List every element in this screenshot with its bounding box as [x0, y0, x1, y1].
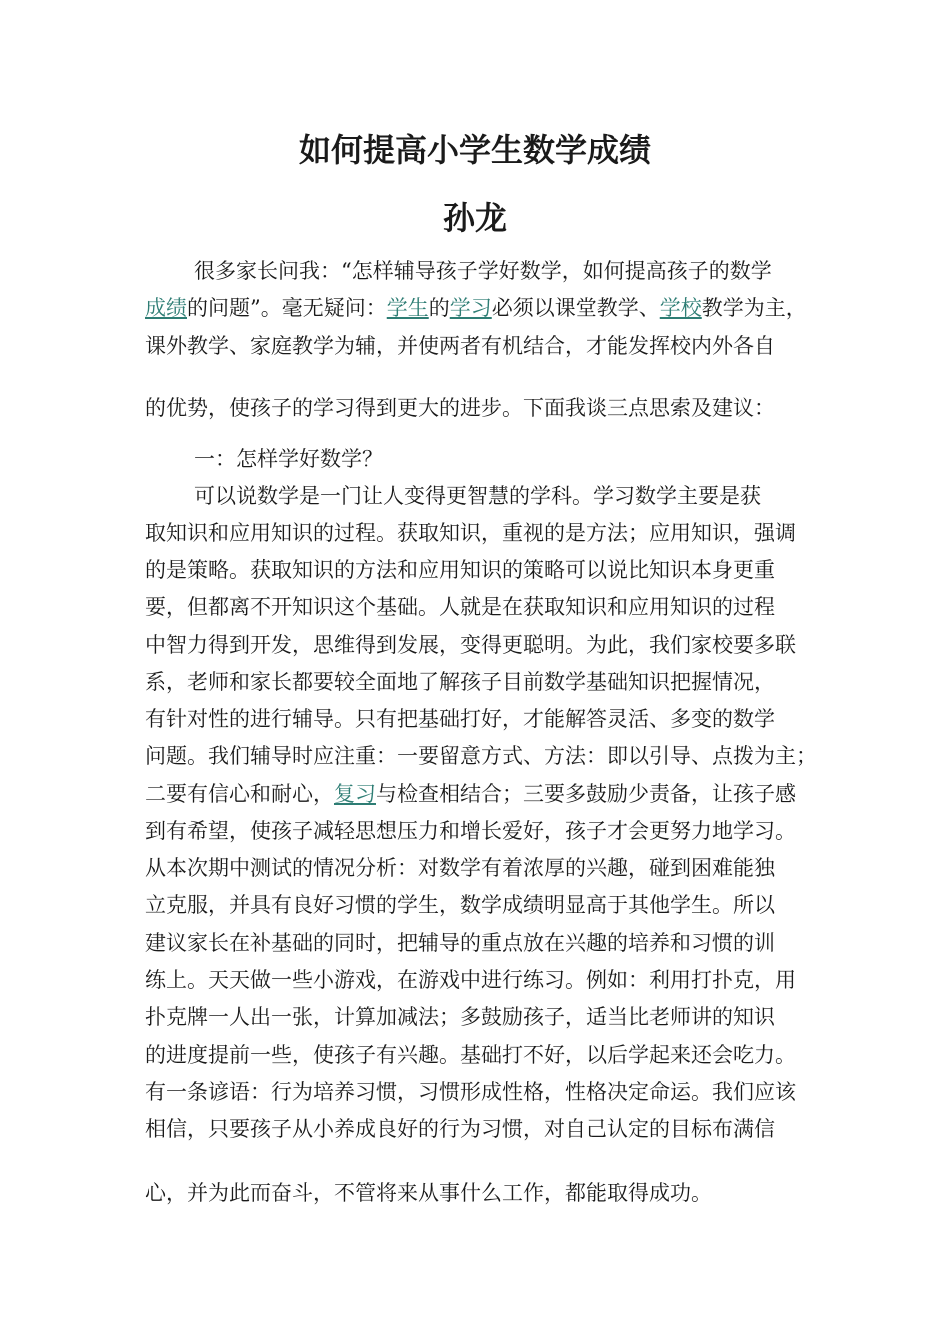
section-heading-1: 一：怎样学好数学？ [194, 447, 383, 471]
link-chengji[interactable]: 成绩 [145, 296, 187, 320]
paragraph-2-line-2: 取知识和应用知识的过程。获取知识，重视的是方法；应用知识，强调 [145, 521, 796, 545]
paragraph-2-line-15: 扑克牌一人出一张，计算加减法；多鼓励孩子，适当比老师讲的知识 [145, 1005, 775, 1029]
paragraph-2-line-12: 立克服，并具有良好习惯的学生，数学成绩明显高于其他学生。所以 [145, 893, 775, 917]
paragraph-2-line-1: 可以说数学是一门让人变得更智慧的学科。学习数学主要是获 [194, 484, 761, 508]
link-fuxi[interactable]: 复习 [334, 782, 376, 806]
paragraph-2-line-9 [145, 779, 796, 809]
link-xuexiao[interactable]: 学校 [659, 296, 702, 320]
paragraph-2-line-5: 中智力得到开发，思维得到发展，变得更聪明。为此，我们家校要多联 [145, 633, 796, 657]
paragraph-2-line-8: 问题。我们辅导时应注重：一要留意方式、方法：即以引导、点拨为主； [145, 744, 817, 768]
text-segment: 必须以课堂教学、 [491, 296, 660, 320]
document-author: 孙龙 [442, 199, 507, 237]
link-xuesheng[interactable]: 学生 [386, 296, 429, 320]
link-xuexi[interactable]: 学习 [449, 296, 492, 320]
paragraph-2-line-3: 的是策略。获取知识的方法和应用知识的策略可以说比知识本身更重 [145, 558, 775, 582]
paragraph-2-line-18: 相信，只要孩子从小养成良好的行为习惯，对自己认定的目标布满信 [145, 1117, 775, 1141]
paragraph-2-line-11: 从本次期中测试的情况分析：对数学有着浓厚的兴趣，碰到困难能独 [145, 856, 775, 880]
paragraph-2-line-7: 有针对性的进行辅导。只有把基础打好，才能解答灵活、多变的数学 [145, 707, 775, 731]
document-title: 如何提高小学生数学成绩 [298, 131, 651, 169]
text-segment: 与检查相结合；三要多鼓励少责备，让孩子感 [376, 782, 796, 806]
paragraph-1-line-2 [145, 293, 807, 323]
text-segment: 教学为主， [701, 296, 807, 320]
paragraph-2-line-6: 系，老师和家长都要较全面地了解孩子目前数学基础知识把握情况， [145, 670, 775, 694]
paragraph-1-line-1: 很多家长问我：“怎样辅导孩子学好数学，如何提高孩子的数学 [194, 259, 772, 283]
paragraph-2-line-4: 要，但都离不开知识这个基础。人就是在获取知识和应用知识的过程 [145, 595, 775, 619]
paragraph-2-line-16: 的进度提前一些，使孩子有兴趣。基础打不好，以后学起来还会吃力。 [145, 1043, 796, 1067]
paragraph-2-line-14: 练上。天天做一些小游戏，在游戏中进行练习。例如：利用打扑克，用 [145, 968, 796, 992]
paragraph-2-line-17: 有一条谚语：行为培养习惯，习惯形成性格，性格决定命运。我们应该 [145, 1080, 796, 1104]
paragraph-1-line-3: 课外教学、家庭教学为辅，并使两者有机结合，才能发挥校内外各自 [145, 334, 775, 358]
text-segment: 的问题”。毫无疑问： [187, 296, 387, 320]
paragraph-2-line-10: 到有希望，使孩子减轻思想压力和增长爱好，孩子才会更努力地学习。 [145, 819, 796, 843]
paragraph-1-line-4: 的优势，使孩子的学习得到更大的进步。下面我谈三点思索及建议： [145, 396, 775, 420]
text-segment: 二要有信心和耐心， [145, 782, 334, 806]
paragraph-2-line-13: 建议家长在补基础的同时，把辅导的重点放在兴趣的培养和习惯的训 [145, 931, 775, 955]
text-segment: 的 [428, 296, 450, 320]
paragraph-2-line-19: 心，并为此而奋斗，不管将来从事什么工作，都能取得成功。 [145, 1181, 712, 1205]
